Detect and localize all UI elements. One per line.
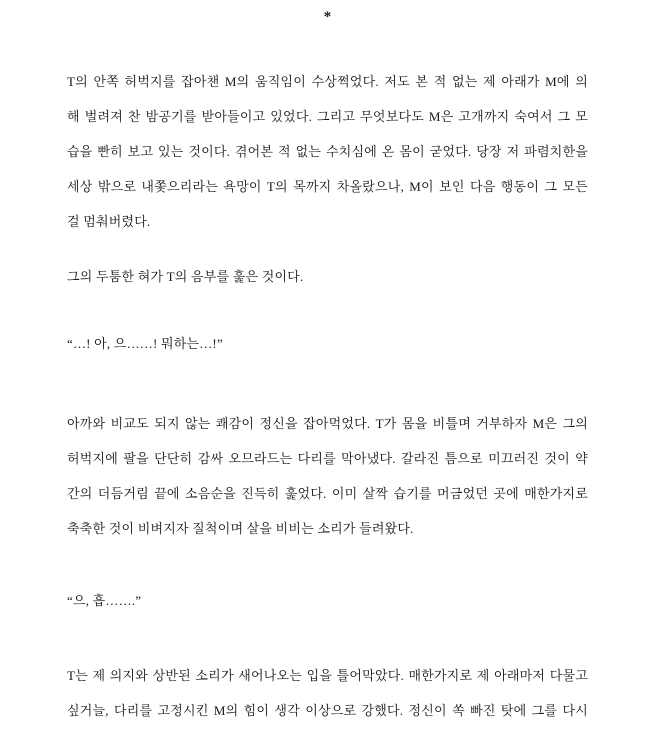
text-line: “으, 흡…….” xyxy=(67,593,142,608)
text-line: 아까와 비교도 되지 않는 쾌감이 정신을 잡아먹었다. T가 몸을 비틀며 거부하자 M은 그의 xyxy=(67,416,588,431)
text-line: 걸 멈춰버렸다. xyxy=(67,214,151,229)
text-line: 싶거늘, 다리를 고정시킨 M의 힘이 생각 이상으로 강했다. 정신이 쏙 빠진 탓에 그를 다시 xyxy=(67,703,588,718)
text-line: 축축한 것이 비벼지자 질척이며 살을 비비는 소리가 들려왔다. xyxy=(67,521,414,536)
text-line: 해 벌려져 찬 밤공기를 받아들이고 있었다. 그리고 무엇보다도 M은 고개까지 숙여서 그 모 xyxy=(67,109,588,124)
text-line: 간의 더듬거림 끝에 소음순을 진득히 훑었다. 이미 살짝 습기를 머금었던 곳에 매한가지로 xyxy=(67,486,588,501)
paragraph xyxy=(67,658,588,728)
text-line: “…! 아, 으……! 뭐하는…!” xyxy=(67,336,223,351)
text-line: 허벅지에 팔을 단단히 감싸 오므라드는 다리를 막아냈다. 갈라진 틈으로 미끄러진 것이 약 xyxy=(67,451,588,466)
text-line: T는 제 의지와 상반된 소리가 새어나오는 입을 틀어막았다. 매한가지로 제 아래마저 다물고 xyxy=(67,668,588,683)
paragraph-dialogue xyxy=(67,583,588,618)
paragraph xyxy=(67,64,588,239)
scene-divider-asterisk: * xyxy=(323,9,332,25)
paragraph xyxy=(67,406,588,546)
text-line: 그의 두툼한 혀가 T의 음부를 훑은 것이다. xyxy=(67,269,304,284)
text-line: 세상 밖으로 내쫓으리라는 욕망이 T의 목까지 차올랐으나, M이 보인 다음 행동이 그 모든 xyxy=(67,179,588,194)
text-line: T의 안쪽 허벅지를 잡아챈 M의 움직임이 수상쩍었다. 저도 본 적 없는 제 아래가 M에 의 xyxy=(67,74,588,89)
paragraph xyxy=(67,259,588,294)
novel-text-body xyxy=(67,64,588,728)
paragraph-dialogue xyxy=(67,326,588,361)
text-line: 습을 빤히 보고 있는 것이다. 겪어본 적 없는 수치심에 온 몸이 굳었다. 당장 저 파렴치한을 xyxy=(67,144,588,159)
